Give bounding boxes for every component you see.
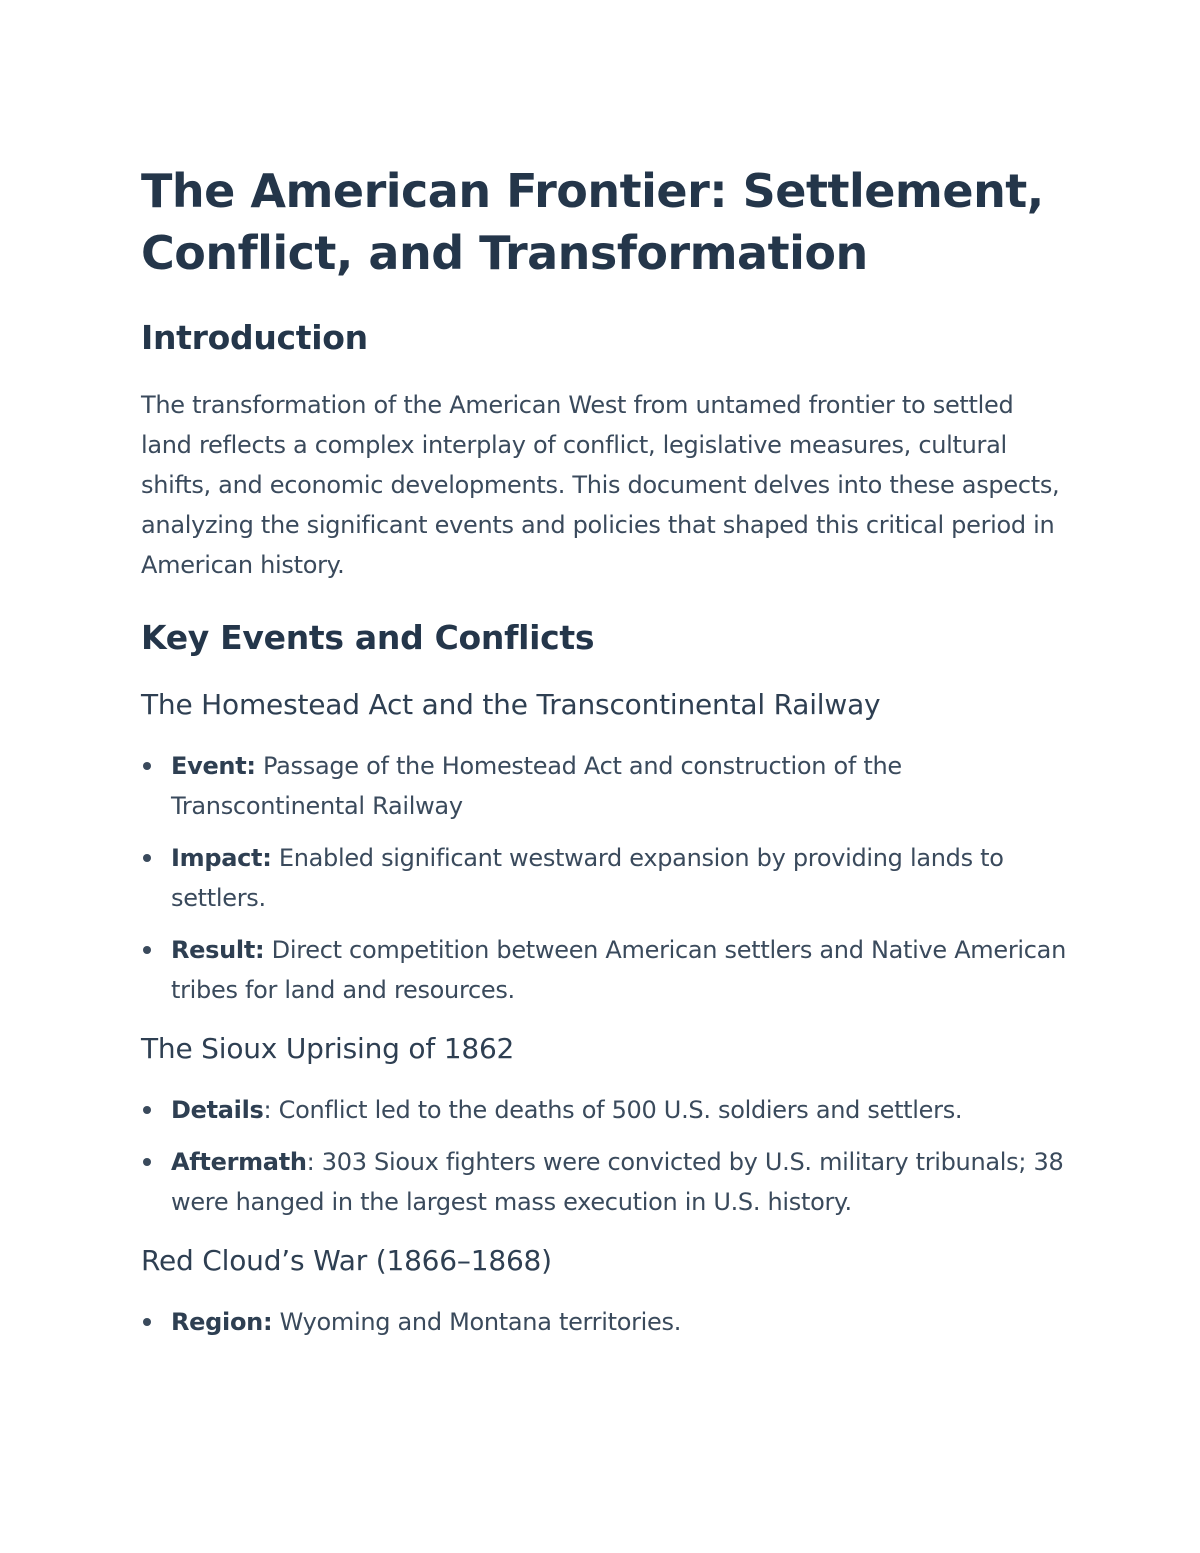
introduction-heading: Introduction bbox=[141, 318, 368, 357]
list-item bbox=[141, 930, 1071, 1010]
item-label-separator: : bbox=[255, 936, 265, 964]
list-item bbox=[141, 1090, 1071, 1130]
item-text: 303 Sioux fighters were convicted by U.S. military tribunals; 38 were hanged in the largest mass execution in U.S. history. bbox=[171, 1148, 1064, 1216]
item-text: Passage of the Homestead Act and construction of the Transcontinental Railway bbox=[171, 752, 902, 820]
item-label-separator: : bbox=[263, 1096, 272, 1124]
section-heading-red-cloud: Red Cloud’s War (1866–1868) bbox=[141, 1244, 552, 1277]
item-label-separator: : bbox=[306, 1148, 315, 1176]
list-item bbox=[141, 1302, 1071, 1342]
key-events-heading: Key Events and Conflicts bbox=[141, 618, 595, 657]
bullet-icon bbox=[143, 1158, 151, 1166]
bullet-icon bbox=[143, 762, 151, 770]
item-text: Enabled significant westward expansion by providing lands to settlers. bbox=[171, 844, 1004, 912]
document-page bbox=[141, 160, 1071, 1342]
item-text: Wyoming and Montana territories. bbox=[272, 1308, 682, 1336]
item-label: Aftermath bbox=[171, 1148, 307, 1176]
bullet-icon bbox=[143, 946, 151, 954]
introduction-paragraph: The transformation of the American West from untamed frontier to settled land reflects a complex interplay of conflict, legislative measures, cultural shifts, and economic developments. This document delves into these aspects, analyzing the significant events and policies that shaped this critical period in American history. bbox=[141, 391, 1060, 579]
list-item bbox=[141, 746, 1071, 826]
item-label: Region bbox=[171, 1308, 263, 1336]
item-label: Event bbox=[171, 752, 247, 780]
item-label: Impact bbox=[171, 844, 263, 872]
document-title: The American Frontier: Settlement, Conflict, and Transformation bbox=[141, 164, 1044, 280]
bullet-icon bbox=[143, 1106, 151, 1114]
item-label: Details bbox=[171, 1096, 264, 1124]
list-item bbox=[141, 838, 1071, 918]
section-heading-sioux-uprising: The Sioux Uprising of 1862 bbox=[141, 1032, 515, 1065]
bullet-icon bbox=[143, 1318, 151, 1326]
item-text: Direct competition between American settlers and Native American tribes for land and resources. bbox=[171, 936, 1067, 1004]
bullet-list-homestead bbox=[141, 746, 1071, 1010]
bullet-list-red-cloud bbox=[141, 1302, 1071, 1342]
item-label-separator: : bbox=[262, 844, 272, 872]
item-text: Conflict led to the deaths of 500 U.S. soldiers and settlers. bbox=[271, 1096, 963, 1124]
item-label-separator: : bbox=[262, 1308, 273, 1336]
bullet-icon bbox=[143, 854, 151, 862]
bullet-list-sioux-uprising bbox=[141, 1090, 1071, 1222]
section-heading-homestead: The Homestead Act and the Transcontinental Railway bbox=[141, 688, 881, 721]
item-label: Result bbox=[171, 936, 256, 964]
item-label-separator: : bbox=[246, 752, 256, 780]
list-item bbox=[141, 1142, 1071, 1222]
